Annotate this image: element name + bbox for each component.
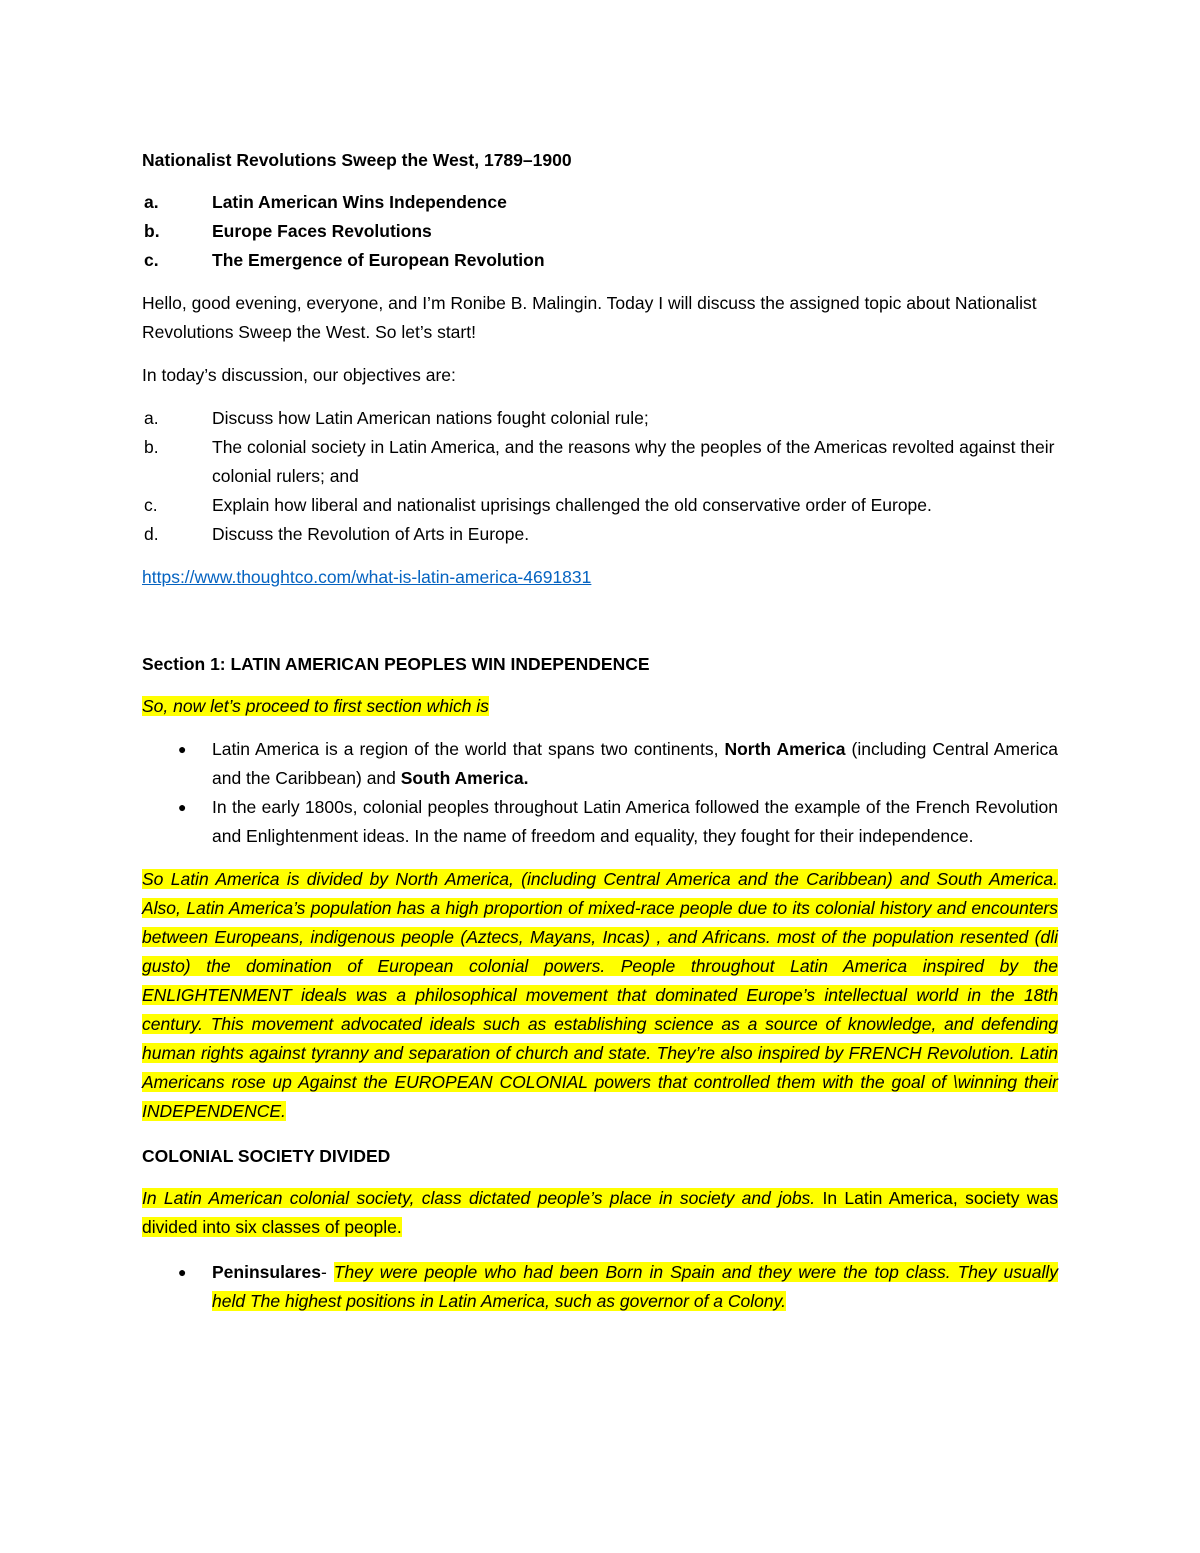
objectives-list [142, 404, 1058, 549]
outline-item: b. Europe Faces Revolutions [144, 221, 432, 241]
section1-lead: So, now let’s proceed to first section which is [142, 696, 489, 716]
bullet-icon: ● [178, 741, 187, 757]
bullet-item: ● Latin America is a region of the world that spans two continents, North America (including Central America and the Caribbean) and South America. [142, 735, 1058, 793]
reference-link[interactable]: https://www.thoughtco.com/what-is-latin-america-4691831 [142, 567, 592, 587]
bullet-icon: ● [178, 799, 187, 815]
summary-paragraph: So Latin America is divided by North America, (including Central America and the Caribbean) and South America. Also, Latin America’s population has a high proportion of mixed-race people due to its colonial history and encounters between Europeans, indigenous people (Aztecs, Mayans, Incas) , and Africans. most of the population resented (dli gusto) the domination of European colonial powers. People throughout Latin America inspired by the ENLIGHTENMENT ideals was a philosophical movement that dominated Europe’s intellectual world in the 18th century. This movement advocated ideals such as establishing science as a source of knowledge, and defending human rights against tyranny and separation of church and state. They’re also inspired by FRENCH Revolution. Latin Americans rose up Against the EUROPEAN COLONIAL powers that controlled them with the goal of \winning their INDEPENDENCE. [142, 869, 1058, 1121]
section1-heading: Section 1: LATIN AMERICAN PEOPLES WIN INDEPENDENCE [142, 654, 650, 674]
section1-bullets [142, 735, 1058, 851]
objective-item: d. Discuss the Revolution of Arts in Europe. [144, 524, 530, 544]
objective-item: b. The colonial society in Latin America, and the reasons why the peoples of the Americas revolted against their colonial rulers; and [144, 437, 1055, 486]
outline-item: c. The Emergence of European Revolution [144, 250, 545, 270]
objectives-lead: In today’s discussion, our objectives are: [142, 365, 456, 385]
classes-list [142, 1258, 1058, 1316]
class-item: ● Peninsulares- They were people who had been Born in Spain and they were the top class. They usually held The highest positions in Latin America, such as governor of a Colony. [142, 1258, 1058, 1316]
bullet-item: ● In the early 1800s, colonial peoples throughout Latin America followed the example of the French Revolution and Enlightenment ideas. In the name of freedom and equality, they fought for their independence. [142, 793, 1058, 851]
bullet-icon: ● [178, 1264, 187, 1280]
colonial-lead: In Latin American colonial society, class dictated people’s place in society and jobs. In Latin America, society was divided into six classes of people. [142, 1188, 1058, 1237]
document-title: Nationalist Revolutions Sweep the West, 1789–1900 [142, 150, 572, 170]
reference-paragraph [142, 563, 1058, 592]
objective-item: a. Discuss how Latin American nations fought colonial rule; [144, 408, 649, 428]
topic-outline [142, 188, 1058, 275]
colonial-heading: COLONIAL SOCIETY DIVIDED [142, 1146, 391, 1166]
outline-item: a. Latin American Wins Independence [144, 192, 507, 212]
intro-paragraph: Hello, good evening, everyone, and I’m Ronibe B. Malingin. Today I will discuss the assigned topic about Nationalist Revolutions Sweep the West. So let’s start! [142, 293, 1037, 342]
objective-item: c. Explain how liberal and nationalist uprisings challenged the old conservative order of Europe. [144, 495, 932, 515]
